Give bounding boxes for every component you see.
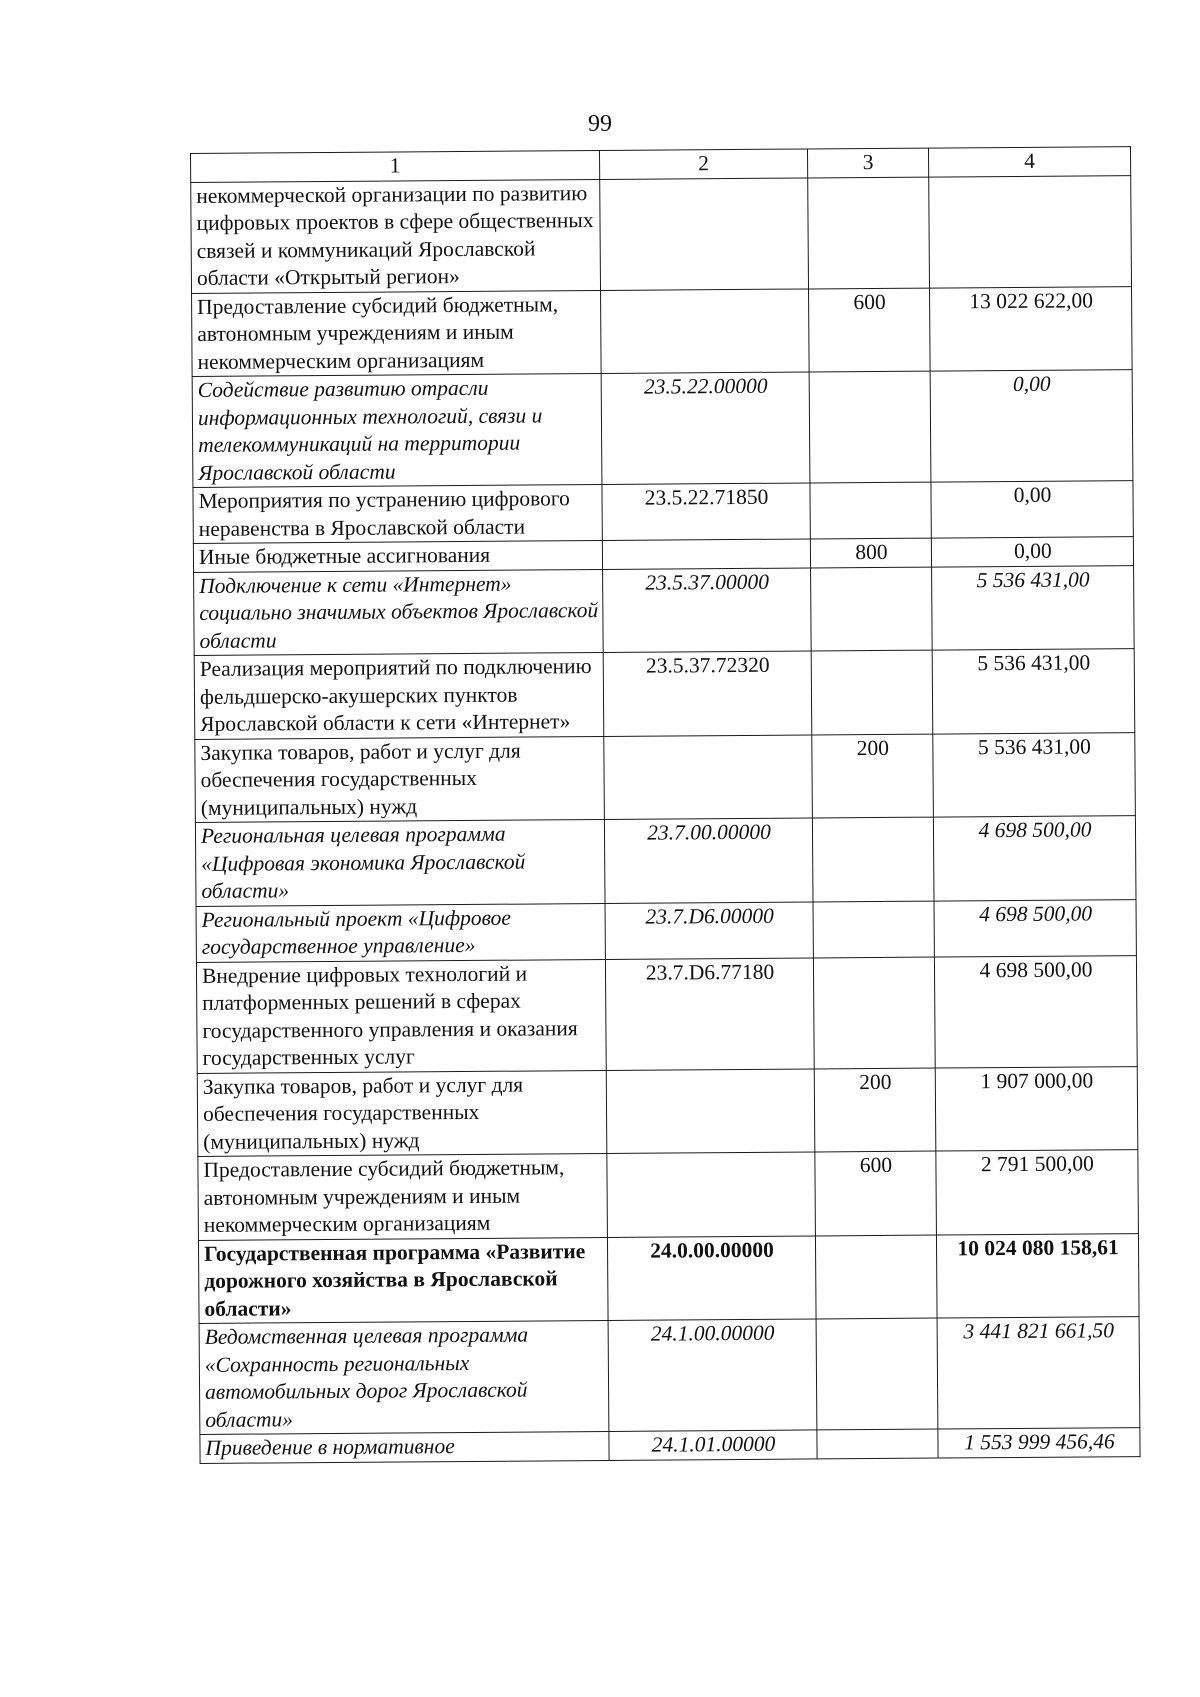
row-amount: 1 553 999 456,46 [938,1428,1140,1458]
table-row [192,286,1133,376]
row-name: Региональная целевая программа «Цифровая экономика Ярославской области» [195,819,605,905]
column-header-3: 3 [807,148,928,177]
column-header-2: 2 [599,149,807,179]
row-code [607,1152,816,1237]
table-body [191,175,1140,1463]
column-header-4: 4 [928,147,1130,177]
table-row [194,565,1135,655]
table-row [198,1233,1139,1323]
table-row [199,1317,1140,1435]
table-row [200,1428,1140,1463]
page-number: 99 [588,111,612,137]
table-row [193,481,1133,544]
column-header-1: 1 [191,150,600,181]
row-amount [929,175,1132,287]
row-amount: 2 791 500,00 [936,1150,1139,1235]
row-expense-type: 800 [810,538,931,567]
table-row [196,955,1137,1073]
row-expense-type [816,1318,938,1430]
row-amount: 0,00 [931,537,1133,567]
table-row [197,1066,1138,1156]
table-row [195,816,1136,906]
row-code: 24.1.01.00000 [609,1430,817,1460]
row-code: 23.7.D6.00000 [605,901,813,959]
row-code: 24.0.00.00000 [607,1235,816,1320]
row-amount: 4 698 500,00 [934,899,1136,956]
row-code: 23.7.00.00000 [604,818,813,903]
row-name: Предоставление субсидий бюджетным, автономным учреждениям и иным некоммерческим организациям [198,1153,608,1239]
row-amount: 0,00 [930,370,1133,482]
row-expense-type [811,650,933,734]
row-amount: 5 536 431,00 [933,732,1136,817]
row-code: 23.7.D6.77180 [605,957,814,1070]
row-expense-type: 600 [815,1151,937,1235]
row-name: Предоставление субсидий бюджетным, автономным учреждениям и иным некоммерческим организациям [192,290,602,376]
row-name: Реализация мероприятий по подключению фельдшерско-акушерских пунктов Ярославской области к сети «Интернет» [194,652,604,738]
row-code: 23.5.37.00000 [603,567,812,652]
row-name: Закупка товаров, работ и услуг для обеспечения государственных (муниципальных) нужд [195,736,605,822]
row-amount: 1 907 000,00 [935,1066,1138,1151]
row-expense-type [811,567,933,651]
row-code: 23.5.22.71850 [602,483,810,541]
row-code: 23.5.22.00000 [601,372,810,485]
table-row [191,175,1132,293]
row-code: 24.1.00.00000 [608,1319,817,1432]
row-expense-type: 200 [814,1068,936,1152]
row-amount: 4 698 500,00 [934,955,1137,1067]
budget-table [190,146,1141,1463]
row-code [600,177,809,290]
row-expense-type: 200 [812,734,934,818]
row-amount: 3 441 821 661,50 [937,1317,1140,1429]
table-row [195,732,1136,822]
table-row [198,1150,1139,1240]
row-name: Приведение в нормативное [200,1431,609,1462]
row-amount: 13 022 622,00 [930,286,1133,371]
row-name: Содействие развитию отрасли информационных технологий, связи и телекоммуникаций на территории Ярославской области [192,373,602,487]
row-name: Закупка товаров, работ и услуг для обеспечения государственных (муниципальных) нужд [197,1070,607,1156]
row-name: Региональный проект «Цифровое государственное управление» [196,903,605,962]
row-code: 23.5.37.72320 [603,651,812,736]
row-amount: 5 536 431,00 [932,565,1135,650]
row-expense-type [812,817,934,901]
table-row [196,899,1136,962]
row-expense-type [813,901,934,958]
row-name: некоммерческой организации по развитию цифровых проектов в сфере общественных связей и коммуникаций Ярославской области «Открытый регион» [191,179,601,293]
row-expense-type [813,957,935,1069]
row-expense-type [808,177,930,289]
row-name: Подключение к сети «Интернет» социально значимых объектов Ярославской области [194,569,604,655]
row-amount: 0,00 [931,481,1133,538]
row-name: Внедрение цифровых технологий и платформенных решений в сферах государственного управления и оказания государственных услуг [196,959,606,1073]
table-row [192,370,1133,488]
row-code [601,288,810,373]
row-amount: 10 024 080 158,61 [936,1233,1139,1318]
row-amount: 4 698 500,00 [933,816,1136,901]
row-amount: 5 536 431,00 [932,649,1135,734]
row-expense-type [810,482,931,539]
row-expense-type: 600 [809,288,931,372]
row-expense-type [809,371,931,483]
row-name: Мероприятия по устранению цифрового неравенства в Ярославской области [193,484,602,543]
row-code [602,539,810,569]
row-name: Государственная программа «Развитие дорожного хозяйства в Ярославской области» [198,1237,608,1323]
row-name: Ведомственная целевая программа «Сохранность региональных автомобильных дорог Ярославской области» [199,1320,609,1434]
row-code [604,734,813,819]
row-name: Иные бюджетные ассигнования [193,540,602,571]
row-expense-type [817,1429,938,1458]
table-row [194,649,1135,739]
row-expense-type [815,1235,937,1319]
row-code [606,1068,815,1153]
